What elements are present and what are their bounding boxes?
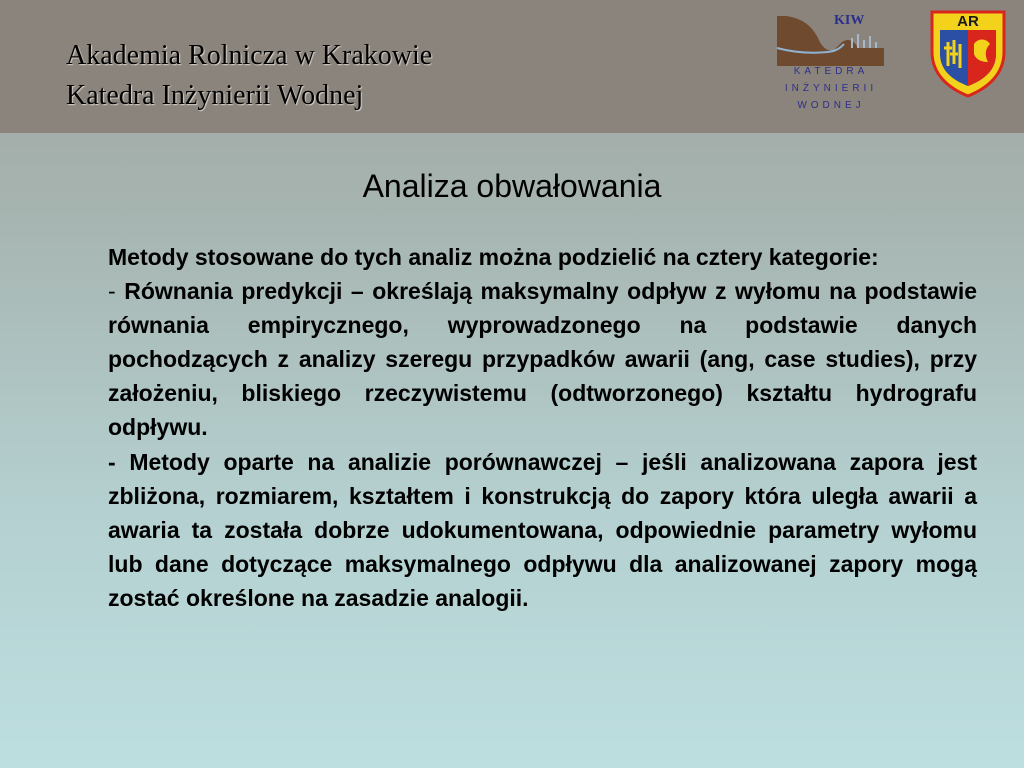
university-name: Akademia Rolnicza w Krakowie — [66, 40, 433, 71]
kiw-abbr: KIW — [834, 13, 865, 28]
intro-paragraph: Metody stosowane do tych analiz można podzielić na cztery kategorie: — [108, 244, 879, 270]
ar-university-crest-icon — [924, 8, 1012, 98]
bullet-dash: - — [108, 278, 125, 305]
kiw-caption-line3: WODNEJ — [797, 100, 865, 111]
list-item-text: Równania predykcji – określają maksymalny odpływ z wyłomu na podstawie równania empirycznego, wyprowadzonego na podstawie danych pochodzących z analizy szeregu przypadków awarii (ang, case studies), przy założeniu, bliskiego rzeczywistemu (odtworzonego) kształtu hydrografu odpływu. — [108, 278, 978, 441]
list-item: - Metody oparte na analizie porównawczej – jeśli analizowana zapora jest zbliżona, rozmiarem, kształtem i konstrukcją do zapory która uległa awarii a awaria ta została dobrze udokumentowana, odpowiednie parametry wyłomu lub dane dotyczące maksymalnego odpływu dla analizowanej zapory mogą zostać określone na zasadzie analogii. — [108, 448, 977, 611]
header-bar — [0, 0, 1024, 133]
kiw-caption-line1: KATEDRA — [793, 66, 869, 77]
slide-title: Analiza obwałowania — [362, 168, 662, 204]
kiw-caption-line2: INŻYNIERII — [784, 83, 878, 94]
slide-body — [108, 240, 977, 615]
department-name: Katedra Inżynierii Wodnej — [66, 80, 364, 111]
list-item — [108, 274, 977, 444]
ar-abbr: AR — [957, 13, 979, 30]
